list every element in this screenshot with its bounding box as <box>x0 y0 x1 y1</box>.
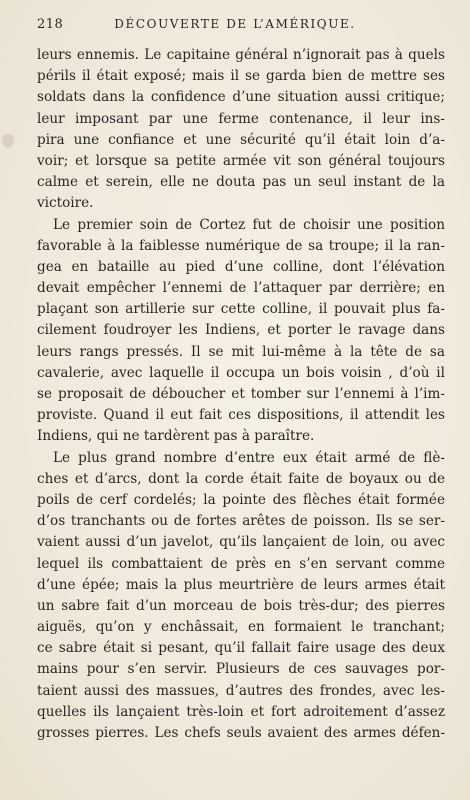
text-line: Le premier soin de Cortez fut de choisir une position <box>53 216 445 233</box>
text-line: grosses pierres. Les chefs seuls avaient des armes défen- <box>37 725 445 741</box>
text-line: lequel ils combattaient de près en s’en servant comme <box>37 555 445 572</box>
paragraph-2 <box>37 215 445 448</box>
text-line: périls il était exposé; mais il se garda bien de mettre ses <box>37 68 445 85</box>
text-line: leurs rangs pressés. Il se mit lui-même à la tête de sa <box>37 343 445 360</box>
text-line: leur imposant par une ferme contenance, il leur ins- <box>37 110 445 127</box>
text-line: d’une épée; mais la plus meurtrière de leurs armes était <box>37 576 445 593</box>
text-line: gea en bataille au pied d’une colline, dont l’élévation <box>37 258 445 275</box>
page-number: 218 <box>37 17 64 32</box>
text-line: vaient aussi d’un javelot, qu’ils lançaient de loin, ou avec <box>37 534 445 551</box>
text-line: proviste. Quand il eut fait ces dispositions, il attendit les <box>37 407 445 424</box>
text-line: quelles ils lançaient très-loin et fort adroitement d’assez <box>37 703 445 720</box>
text-line: plaçant son artillerie sur cette colline, il pouvait plus fa- <box>37 301 445 318</box>
body-text <box>37 45 445 744</box>
page-header <box>0 0 470 40</box>
text-line: se proposait de déboucher et tomber sur l’ennemi à l’im- <box>37 386 445 402</box>
paragraph-1 <box>37 45 445 215</box>
text-line: ce sabre était si pesant, qu’il fallait faire usage des deux <box>37 640 445 657</box>
paragraph-3 <box>37 448 445 745</box>
text-line: aiguës, qu’on y enchâssait, en formaient le tranchant; <box>37 619 445 636</box>
text-line: Le plus grand nombre d’entre eux était armé de flè- <box>53 449 445 466</box>
text-line: devait empêcher l’ennemi de l’attaquer par derrière; en <box>37 280 445 297</box>
text-line: calme et serein, elle ne douta pas un seul instant de la <box>37 174 445 191</box>
text-line: d’os tranchants ou de fortes arêtes de poisson. Ils se ser- <box>37 513 445 530</box>
text-line: ches et d’arcs, dont la corde était faite de boyaux ou de <box>37 470 445 487</box>
text-line: taient aussi des massues, d’autres des frondes, avec les- <box>37 682 445 699</box>
text-line: leurs ennemis. Le capitaine général n’ignorait pas à quels <box>37 47 445 63</box>
text-line: voir; et lorsque sa petite armée vit son général toujours <box>37 152 445 169</box>
text-line: mains pour s’en servir. Plusieurs de ces sauvages por- <box>37 661 445 678</box>
running-title: DÉCOUVERTE DE L’AMÉRIQUE. <box>114 17 356 31</box>
text-line: cilement foudroyer les Indiens, et porter le ravage dans <box>37 322 445 339</box>
text-line: favorable à la faiblesse numérique de sa troupe; il la ran- <box>37 237 445 254</box>
text-line: soldats dans la confidence d’une situation aussi critique; <box>37 89 445 106</box>
text-line: poils de cerf cordelés; la pointe des flèches était formée <box>37 491 445 508</box>
text-line: victoire. <box>37 195 94 212</box>
text-line: pira une confiance et une sécurité qu’il était loin d’a- <box>37 131 445 148</box>
text-line: un sabre fait d’un morceau de bois très-dur; des pierres <box>37 597 445 614</box>
page-stain <box>2 134 14 148</box>
text-line: Indiens, qui ne tardèrent pas à paraître. <box>37 428 315 445</box>
text-line: cavalerie, avec laquelle il occupa un bois voisin , d’où il <box>37 364 445 381</box>
